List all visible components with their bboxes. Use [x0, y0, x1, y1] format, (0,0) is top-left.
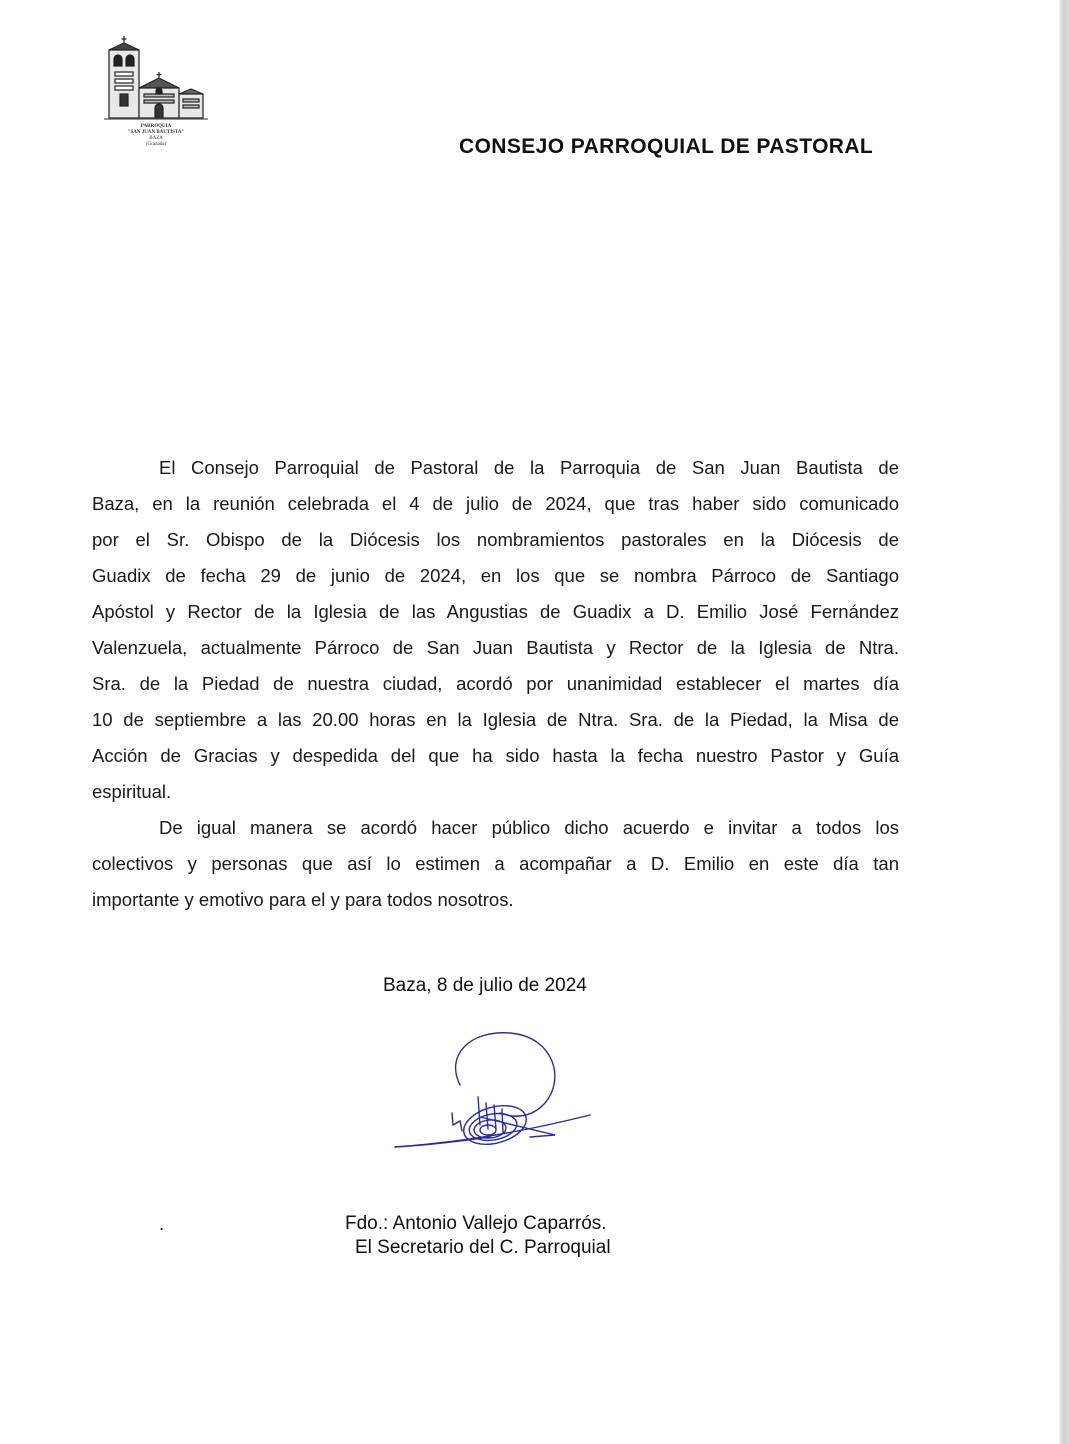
signatory-role: El Secretario del C. Parroquial	[355, 1237, 611, 1258]
place-date: Baza, 8 de julio de 2024	[383, 975, 587, 996]
body-line: Valenzuela, actualmente Párroco de San Juan Bautista y Rector de la Iglesia de Ntra.	[92, 637, 899, 658]
document-title: CONSEJO PARROQUIAL DE PASTORAL	[459, 135, 874, 158]
church-icon	[104, 36, 208, 122]
stray-mark: .	[159, 1214, 165, 1235]
body-line: importante y emotivo para el y para todos nosotros.	[92, 889, 514, 910]
body-line: espiritual.	[92, 781, 172, 802]
body-line: 10 de septiembre a las 20.00 horas en la Iglesia de Ntra. Sra. de la Piedad, la Misa de	[92, 709, 899, 730]
body-line: El Consejo Parroquial de Pastoral de la Parroquia de San Juan Bautista de	[159, 457, 899, 478]
body-line: por el Sr. Obispo de la Diócesis los nombramientos pastorales en la Diócesis de	[92, 529, 899, 550]
logo-caption-line: PARROQUIA	[140, 124, 172, 129]
body-line: Guadix de fecha 29 de junio de 2024, en los que se nombra Párroco de Santiago	[92, 565, 899, 586]
signatory-name: Fdo.: Antonio Vallejo Caparrós.	[345, 1213, 607, 1234]
page-edge-shadow	[1060, 0, 1069, 1444]
logo-caption-line: BAZA	[149, 136, 163, 141]
handwritten-signature-icon	[390, 1025, 600, 1165]
body-line: Baza, en la reunión celebrada el 4 de julio de 2024, que tras haber sido comunicado	[92, 493, 899, 514]
body-line: colectivos y personas que así lo estimen a acompañar a D. Emilio en este día tan	[92, 853, 899, 874]
parish-logo	[100, 36, 212, 156]
body-line: Sra. de la Piedad de nuestra ciudad, acordó por unanimidad establecer el martes día	[92, 673, 899, 694]
logo-caption-line: "SAN JUAN BAUTISTA"	[127, 130, 185, 135]
body-line: De igual manera se acordó hacer público dicho acuerdo e invitar a todos los	[159, 817, 899, 838]
signature	[390, 1025, 600, 1170]
body-line: Acción de Gracias y despedida del que ha sido hasta la fecha nuestro Pastor y Guía	[92, 745, 899, 766]
body-line: Apóstol y Rector de la Iglesia de las Angustias de Guadix a D. Emilio José Fernández	[92, 601, 899, 622]
logo-caption	[100, 124, 212, 148]
letter-body	[92, 454, 899, 922]
logo-caption-line: (Granada)	[145, 142, 167, 147]
